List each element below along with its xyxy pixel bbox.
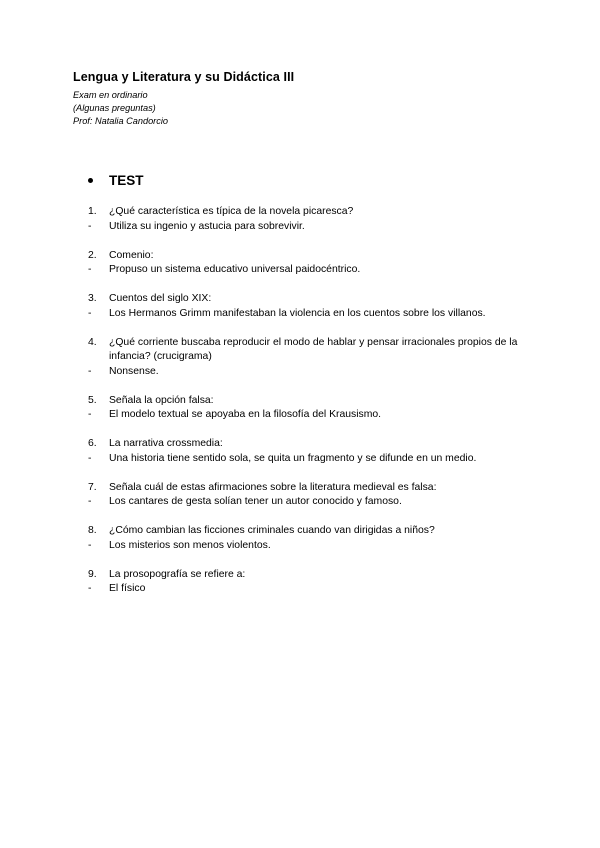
- question-number: 8.: [88, 525, 97, 536]
- question-text: La narrativa crossmedia:: [109, 438, 223, 449]
- answer-line: [88, 365, 528, 380]
- answer-dash: -: [88, 264, 92, 275]
- question-item: [88, 205, 528, 234]
- question-text: La prosopografía se refiere a:: [109, 568, 246, 580]
- question-item: [88, 336, 528, 380]
- answer-text: Una historia tiene sentido sola, se quita un fragmento y se difunde en un medio.: [109, 452, 477, 464]
- answer-line: [88, 220, 528, 235]
- bullet-icon: [88, 178, 93, 183]
- answer-dash: -: [88, 583, 92, 594]
- answer-text: Los misterios son menos violentos.: [109, 539, 271, 551]
- question-line: [88, 205, 528, 220]
- question-text: ¿Qué corriente buscaba reproducir el modo de hablar y pensar irracionales propios de la infancia? (crucigrama): [109, 336, 518, 362]
- question-line: [88, 481, 528, 496]
- question-text: Señala cuál de estas afirmaciones sobre la literatura medieval es falsa:: [109, 481, 437, 493]
- question-item: [88, 249, 528, 278]
- answer-text: Los Hermanos Grimm manifestaban la violencia en los cuentos sobre los villanos.: [109, 307, 486, 319]
- question-number: 1.: [88, 206, 97, 217]
- question-number: 9.: [88, 568, 97, 580]
- answer-text: El modelo textual se apoyaba en la filosofía del Krausismo.: [109, 409, 382, 420]
- answer-dash: -: [88, 452, 92, 464]
- section-heading-text: TEST: [109, 173, 144, 188]
- professor-line: Prof: Natalia Candorcio: [73, 116, 168, 126]
- question-text: ¿Qué característica es típica de la novela picaresca?: [109, 206, 354, 217]
- question-line: [88, 249, 528, 264]
- answer-line: [88, 582, 528, 597]
- question-number: 4.: [88, 336, 97, 348]
- question-item: [88, 394, 528, 423]
- question-line: [88, 394, 528, 409]
- question-number: 3.: [88, 293, 97, 304]
- question-number: 2.: [88, 249, 97, 261]
- answer-dash: -: [88, 365, 92, 377]
- answer-line: [88, 452, 528, 467]
- answer-text: Los cantares de gesta solían tener un autor conocido y famoso.: [109, 496, 402, 507]
- answer-text: Utiliza su ingenio y astucia para sobrevivir.: [109, 220, 305, 232]
- question-number: 5.: [88, 394, 97, 406]
- question-item: [88, 568, 528, 597]
- document-title: Lengua y Literatura y su Didáctica III: [73, 70, 295, 84]
- question-text: Señala la opción falsa:: [109, 394, 214, 406]
- exam-type-line: Exam en ordinario: [73, 90, 148, 100]
- exam-note-line: (Algunas preguntas): [73, 103, 156, 113]
- answer-dash: -: [88, 539, 92, 551]
- answer-line: [88, 307, 528, 322]
- question-number: 6.: [88, 438, 97, 449]
- question-item: [88, 292, 528, 321]
- question-line: [88, 437, 528, 452]
- question-text: ¿Cómo cambian las ficciones criminales cuando van dirigidas a niños?: [109, 525, 435, 536]
- answer-text: Propuso un sistema educativo universal paidocéntrico.: [109, 264, 361, 275]
- answer-text: Nonsense.: [109, 365, 159, 377]
- answer-dash: -: [88, 220, 92, 232]
- answer-text: El físico: [109, 583, 146, 594]
- question-text: Cuentos del siglo XIX:: [109, 293, 212, 304]
- question-item: [88, 524, 528, 553]
- question-line: [88, 524, 528, 539]
- question-line: [88, 292, 528, 307]
- question-text: Comenio:: [109, 249, 154, 261]
- answer-line: [88, 408, 528, 423]
- question-item: [88, 437, 528, 466]
- answer-dash: -: [88, 307, 92, 319]
- question-list: [88, 205, 528, 611]
- section-heading: [88, 173, 144, 188]
- answer-line: [88, 263, 528, 278]
- answer-line: [88, 495, 528, 510]
- question-item: [88, 481, 528, 510]
- answer-dash: -: [88, 496, 92, 507]
- question-number: 7.: [88, 481, 97, 493]
- question-line: [88, 336, 528, 365]
- question-line: [88, 568, 528, 583]
- answer-line: [88, 539, 528, 554]
- answer-dash: -: [88, 409, 92, 420]
